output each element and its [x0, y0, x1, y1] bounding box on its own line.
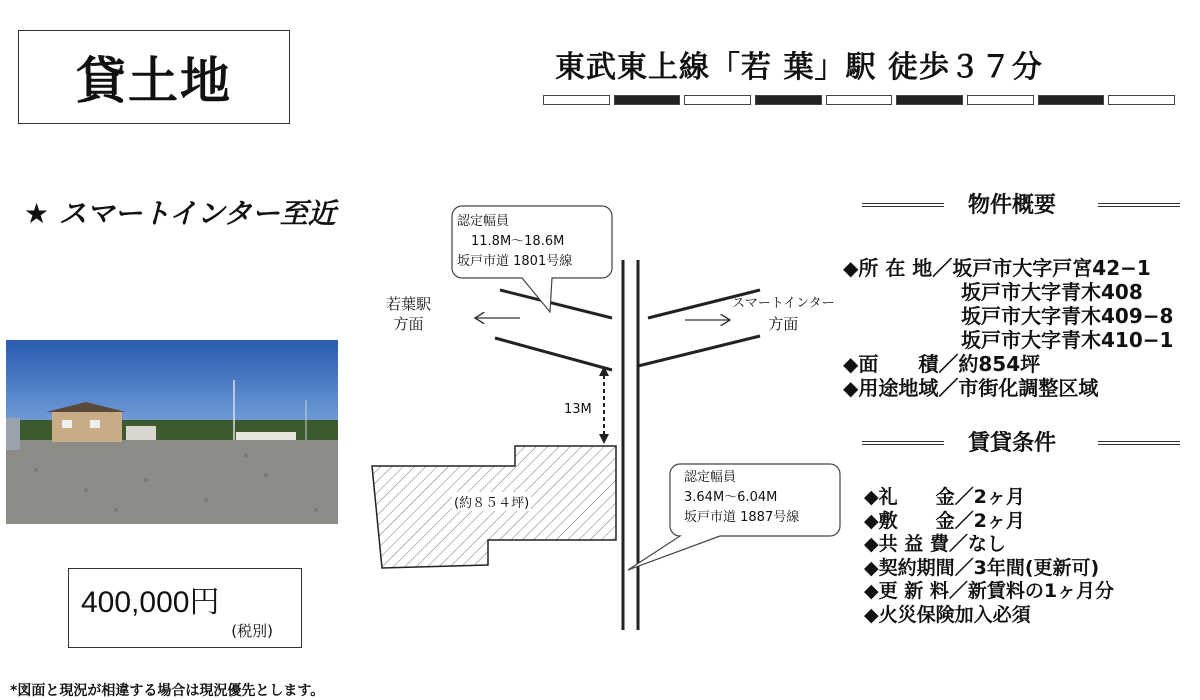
overview-title: 物件概要: [968, 193, 1057, 218]
callout-top-heading: 認定幅員: [457, 214, 510, 229]
page-title: 貸土地: [76, 52, 232, 110]
tax-note: (税別): [231, 622, 273, 640]
site-photo: [6, 340, 338, 524]
site-map: [340, 190, 860, 660]
overview-list: [843, 256, 1173, 400]
station-heading: 東武東上線「若 葉」駅 徒歩３７分: [555, 50, 1043, 85]
callout-top-width: 11.8M〜18.6M: [471, 234, 565, 249]
location-row: ◆所 在 地／坂戸市大字戸宮42−1: [843, 256, 1151, 280]
condition-contract-period: ◆契約期間／3年間(更新可): [864, 556, 1100, 579]
title-box: [18, 30, 290, 124]
callout-bottom-width: 3.64M〜6.04M: [684, 490, 778, 505]
left-direction-label: 若葉駅 方面: [386, 295, 432, 333]
bottom-road-callout: [684, 468, 799, 528]
location-3: 坂戸市大字青木409−8: [961, 304, 1174, 328]
overview-rule-right: [1098, 203, 1180, 207]
condition-deposit: ◆敷 金／2ヶ月: [864, 509, 1025, 532]
callout-bottom-road-name: 坂戸市道 1887号線: [684, 510, 800, 525]
conditions-title: 賃貸条件: [968, 431, 1057, 456]
condition-common-fee: ◆共 益 費／なし: [864, 533, 1006, 555]
conditions-rule-right: [1098, 441, 1180, 445]
overview-rule-left: [862, 203, 944, 207]
conditions-rule-left: [862, 441, 944, 445]
price-box: [68, 568, 302, 648]
footnote: *図面と現況が相違する場合は現況優先とします。: [10, 683, 325, 699]
distance-label: 13M: [564, 402, 592, 417]
condition-fire-insurance: ◆火災保険加入必須: [864, 603, 1031, 626]
location-4: 坂戸市大字青木410−1: [961, 328, 1174, 352]
decorative-bars: [543, 95, 1175, 105]
feature-tagline: ★ スマートインター至近: [24, 197, 336, 230]
lot-area-label: (約８５４坪): [452, 492, 531, 511]
price-value: 400,000円: [81, 586, 220, 619]
callout-top-road-name: 坂戸市道 1801号線: [457, 254, 573, 269]
zoning-row: ◆用途地域／市街化調整区域: [843, 376, 1099, 400]
location-2: 坂戸市大字青木408: [961, 280, 1143, 304]
area-row: ◆面 積／約854坪: [843, 352, 1041, 376]
conditions-list: [864, 486, 1114, 627]
condition-renewal-fee: ◆更 新 料／新賃料の1ヶ月分: [864, 580, 1115, 602]
right-direction-label: スマートインター 方面: [732, 296, 835, 333]
condition-key-money: ◆礼 金／2ヶ月: [864, 486, 1025, 508]
callout-bottom-heading: 認定幅員: [684, 470, 737, 485]
top-road-callout: [457, 212, 572, 272]
